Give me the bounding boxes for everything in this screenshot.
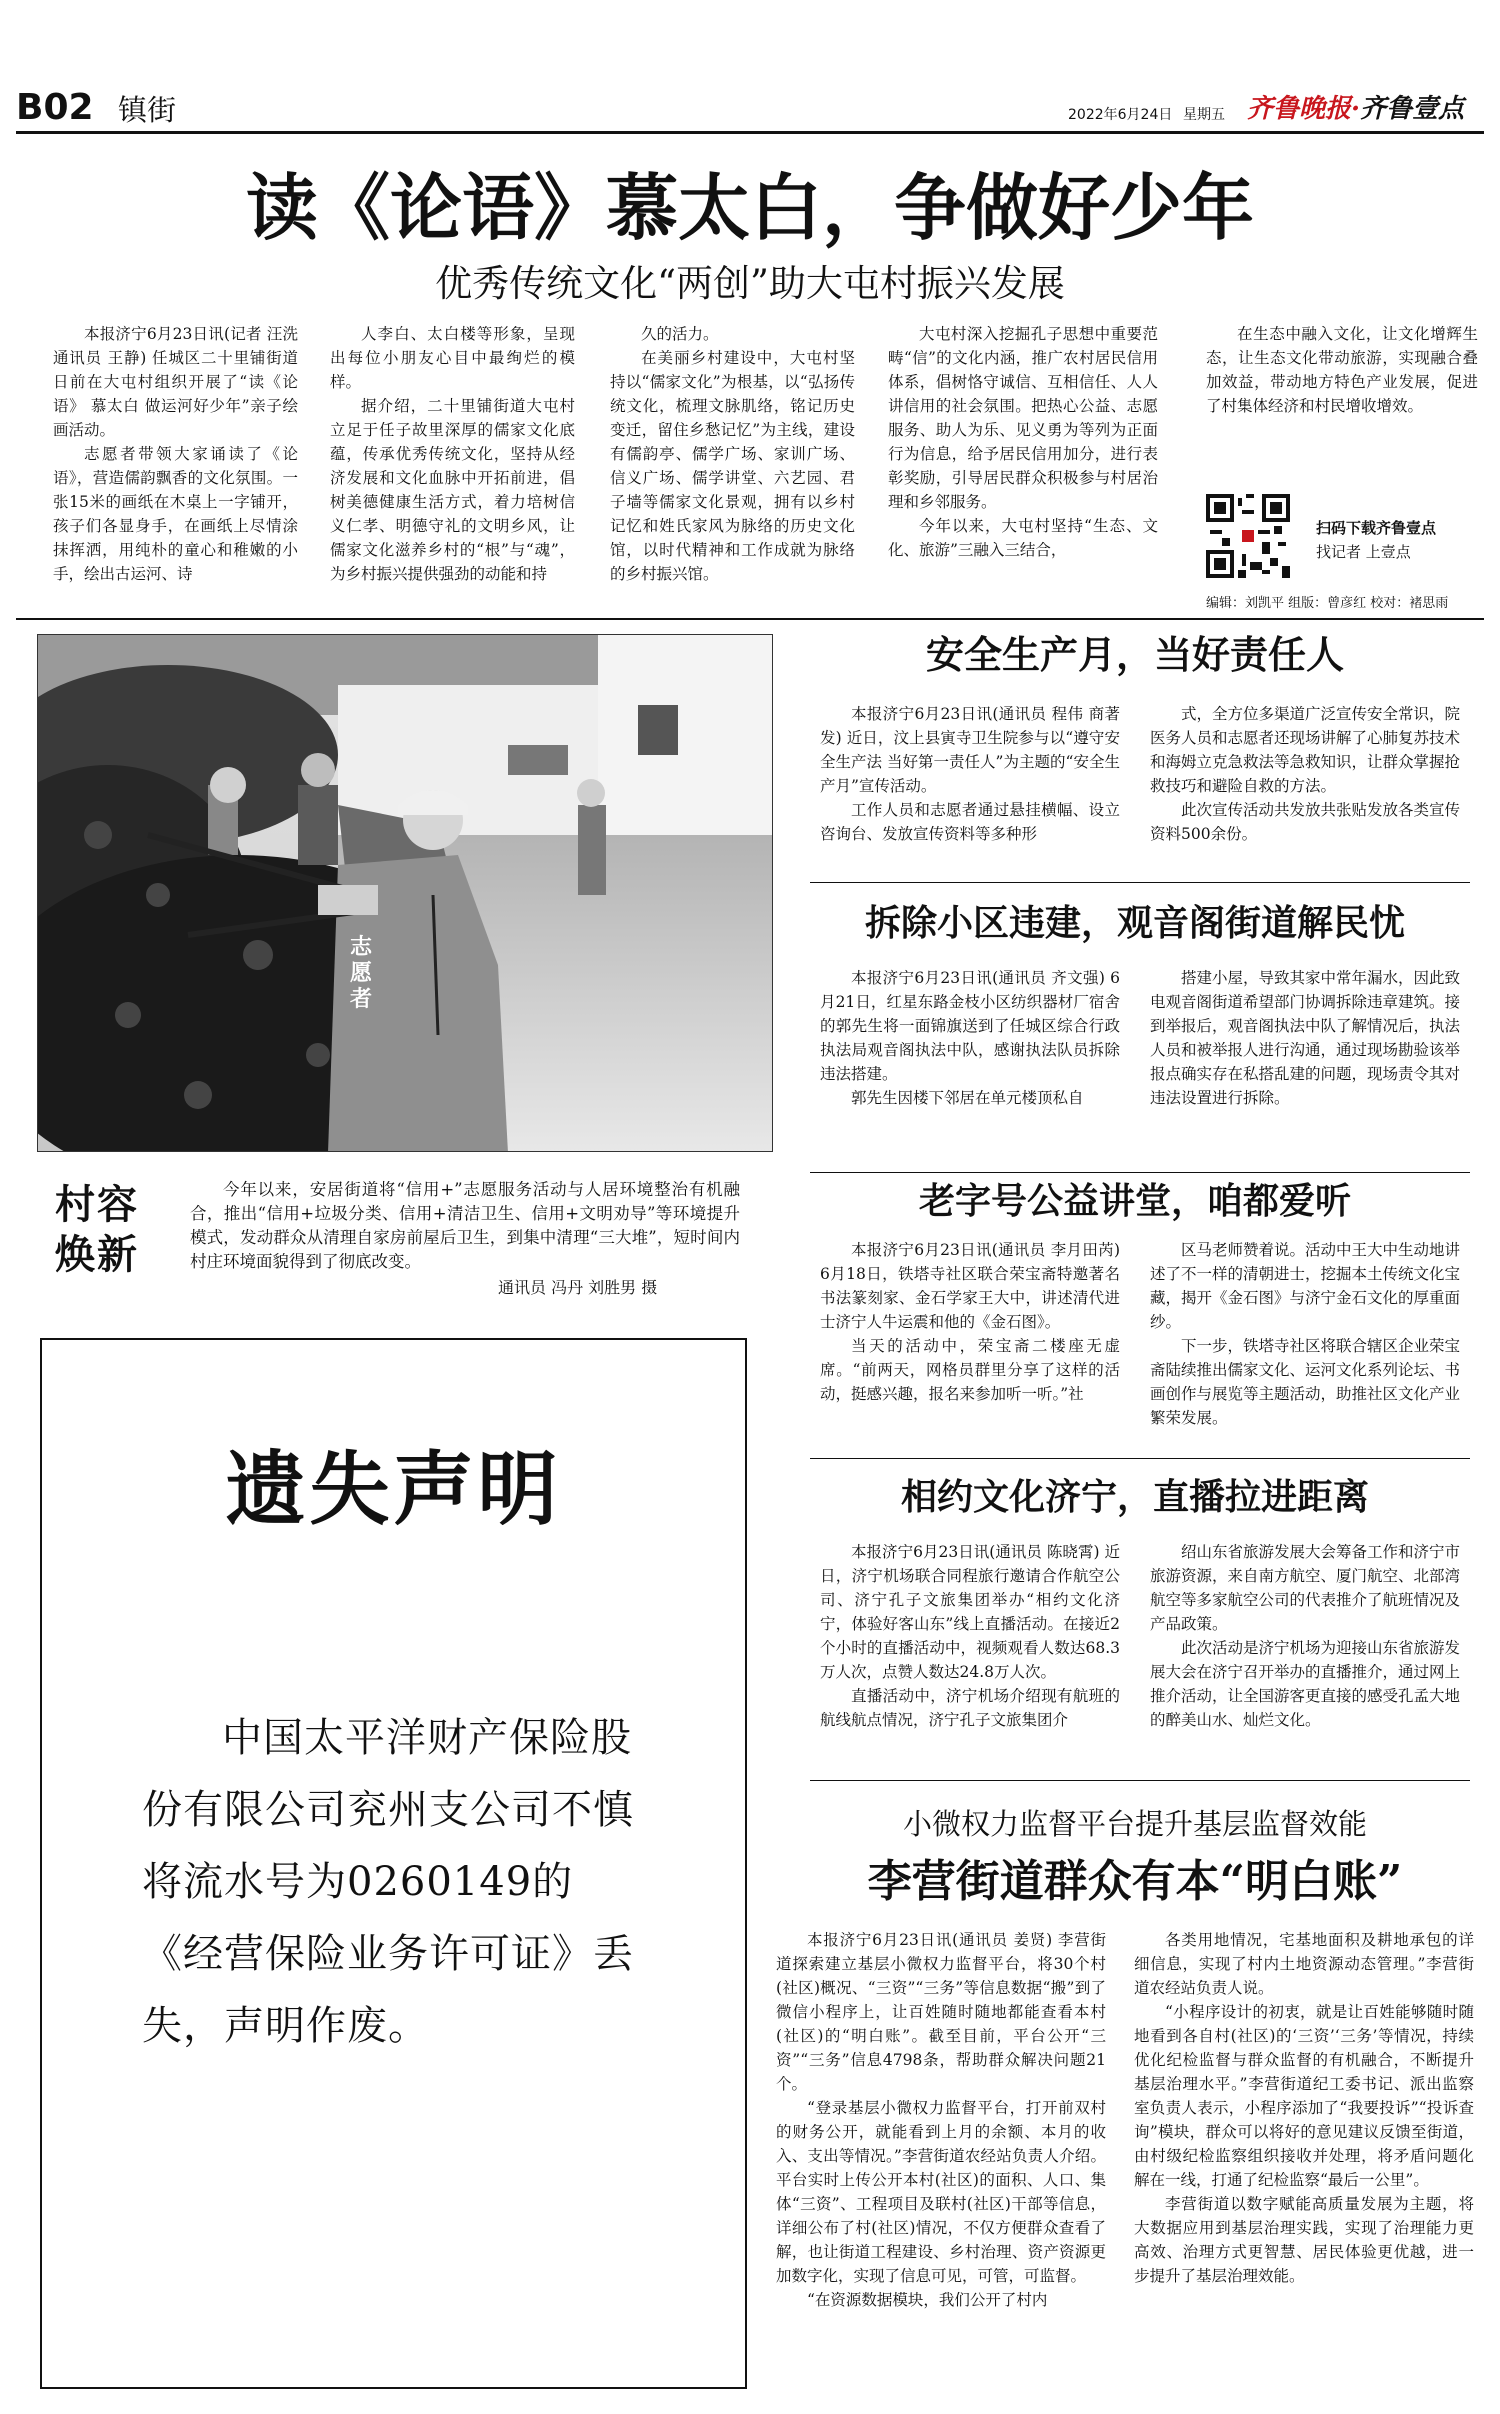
lost-notice-box <box>40 1338 747 2389</box>
paragraph: 李营街道以数字赋能高质量发展为主题，将大数据应用到基层治理实践，实现了治理能力更高效、治理方式更智慧、居民体验更优越，进一步提升了基层治理效能。 <box>1134 2195 1474 2285</box>
lead-subheadline: 优秀传统文化“两创”助大屯村振兴发展 <box>435 262 1065 305</box>
photo-caption-title: 村容焕新 <box>55 1181 139 1278</box>
article-4-col-1 <box>820 1540 1120 1772</box>
logo-red: 齐鲁晚报 <box>1247 94 1352 124</box>
article-5-col-1 <box>776 1928 1106 2404</box>
lead-headline: 读《论语》慕太白，争做好少年 <box>245 165 1254 250</box>
paragraph: 此次宣传活动共发放共张贴发放各类宣传资料500余份。 <box>1150 801 1460 843</box>
paragraph: 本报济宁6月23日讯(通讯员 齐文强) 6月21日，红星东路金枝小区纺织器材厂宿舍的郭先生将一面锦旗送到了任城区综合行政执法局观音阁执法中队，感谢执法队员拆除违法搭建。 <box>820 969 1120 1083</box>
section-name: 镇街 <box>118 93 177 127</box>
paragraph: 大屯村深入挖掘孔子思想中重要范畴“信”的文化内涵，推广农村居民信用体系，倡树恪守诚信、互相信任、人人讲信用的社会氛围。把热心公益、志愿服务、助人为乐、见义勇为等列为正面行为信息，给予居民信用加分，进行表彰奖励，引导居民群众积极参与村居治理和乡邻服务。 <box>888 325 1158 511</box>
qr-code-graphic <box>1206 494 1290 578</box>
article-3-title: 老字号公益讲堂，咱都爱听 <box>918 1180 1351 1222</box>
paragraph: 久的活力。 <box>641 325 719 343</box>
paragraph: 本报济宁6月23日讯(通讯员 程伟 商著发) 近日，汶上县寅寺卫生院参与以“遵守安全生产法 当好第一责任人”为主题的“安全生产月”宣传活动。 <box>820 705 1120 795</box>
paragraph: 志愿者带领大家诵读了《论语》，营造儒韵飘香的文化氛围。一张15米的画纸在木桌上一字铺开，孩子们各显身手，在画纸上尽情涂抹挥洒，用纯朴的童心和稚嫩的小手，绘出古运河、诗 <box>53 445 298 583</box>
qr-code[interactable] <box>1206 494 1290 578</box>
paragraph: 本报济宁6月23日讯(通讯员 李月田芮) 6月18日，铁塔寺社区联合荣宝斋特邀著名书法篆刻家、金石学家王大中，讲述清代进士济宁人牛运震和他的《金石图》。 <box>820 1241 1120 1331</box>
lead-col-1 <box>53 322 298 612</box>
photo-caption-text: 今年以来，安居街道将“信用+”志愿服务活动与人居环境整治有机融合，推出“信用+垃圾分类、信用+清洁卫生、信用+文明劝导”等环境提升模式，发动群众从清理自家房前屋后卫生，到集中清理“三大堆”，短时间内村庄环境面貌得到了彻底改变。 <box>190 1180 740 1271</box>
article-2-title: 拆除小区违建，观音阁街道解民忧 <box>864 902 1405 944</box>
paragraph: 各类用地情况，宅基地面积及耕地承包的详细信息，实现了村内土地资源动态管理。”李营街道农经站负责人说。 <box>1134 1931 1474 1997</box>
vest-text: 志愿者 <box>350 935 373 1012</box>
issue-weekday: 星期五 <box>1183 107 1225 123</box>
article-5-title: 李营街道群众有本“明白账” <box>867 1856 1403 1907</box>
issue-date: 2022年6月24日 <box>1068 107 1173 123</box>
paragraph: 此次活动是济宁机场为迎接山东省旅游发展大会在济宁召开举办的直播推介，通过网上推介活动，让全国游客更直接的感受孔孟大地的醉美山水、灿烂文化。 <box>1150 1639 1460 1729</box>
paragraph: 人李白、太白楼等形象，呈现出每位小朋友心目中最绚烂的模样。 <box>330 325 575 391</box>
paragraph: 郭先生因楼下邻居在单元楼顶私自 <box>851 1089 1084 1107</box>
lead-col-3 <box>610 322 855 612</box>
lead-col-5 <box>1206 322 1478 442</box>
paragraph: 据介绍，二十里铺街道大屯村立足于任子故里深厚的儒家文化底蕴，传承优秀传统文化，坚持从经济发展和文化血脉中开拓前进，倡树美德健康生活方式，着力培树信义仁孝、明德守礼的文明乡风，让儒家文化滋养乡村的“根”与“魂”，为乡村振兴提供强劲的动能和持 <box>330 397 575 583</box>
news-photo <box>37 634 773 1152</box>
lost-notice-title: 遗失声明 <box>225 1443 562 1536</box>
newspaper-logo <box>1247 92 1464 126</box>
paragraph: 直播活动中，济宁机场介绍现有航班的航线航点情况，济宁孔子文旅集团介 <box>820 1687 1120 1729</box>
logo-sep: · <box>1351 94 1361 124</box>
page-code: B02 <box>16 87 94 128</box>
paragraph: 本报济宁6月23日讯(记者 汪洗 通讯员 王静) 任城区二十里铺街道日前在大屯村组织开展了“读《论语》 慕太白 做运河好少年”亲子绘画活动。 <box>53 325 298 439</box>
paragraph: 工作人员和志愿者通过悬挂横幅、设立咨询台、发放宣传资料等多种形 <box>820 801 1120 843</box>
paragraph: 本报济宁6月23日讯(通讯员 陈晓霄) 近日，济宁机场联合同程旅行邀请合作航空公司、济宁孔子文旅集团举办“相约文化济宁，体验好客山东”线上直播活动。在接近2个小时的直播活动中，视频观看人数达68.3万人次，点赞人数达24.8万人次。 <box>820 1543 1120 1681</box>
paragraph: “小程序设计的初衷，就是让百姓能够随时随地看到各自村(社区)的‘三资’‘三务’等情况，持续优化纪检监督与群众监督的有机融合，不断提升基层治理水平。”李营街道纪工委书记、派出监察室负责人表示，小程序添加了“我要投诉”“投诉查询”模块，群众可以将好的意见建议反馈至街道，由村级纪检监察组织接收并处理，将矛盾问题化解在一线，打通了纪检监察“最后一公里”。 <box>1134 2003 1474 2189</box>
article-1-col-1 <box>820 702 1120 872</box>
paragraph: 搭建小屋，导致其家中常年漏水，因此致电观音阁街道希望部门协调拆除违章建筑。接到举报后，观音阁执法中队了解情况后，执法人员和被举报人进行沟通，通过现场勘验该举报点确实存在私搭乱建的问题，现场责令其对违法设置进行拆除。 <box>1150 969 1460 1107</box>
article-2-col-2 <box>1150 966 1460 1166</box>
lead-bottom-rule <box>16 618 1484 620</box>
article-2-rule <box>810 1172 1470 1173</box>
paragraph: “在资源数据模块，我们公开了村内 <box>807 2291 1048 2309</box>
logo-black: 齐鲁壹点 <box>1360 94 1465 124</box>
article-3-col-1 <box>820 1238 1120 1448</box>
article-5-col-2 <box>1134 1928 1474 2404</box>
editor-credits: 编辑：刘凯平 组版：曾彦红 校对：褚思雨 <box>1206 596 1449 611</box>
qr-caption-download: 扫码下载齐鲁壹点 <box>1316 519 1437 537</box>
paragraph: 今年以来，大屯村坚持“生态、文化、旅游”三融入三结合， <box>888 517 1158 559</box>
photo-volunteers-pruning <box>38 635 773 1152</box>
photo-credit: 通讯员 冯丹 刘胜男 摄 <box>498 1278 658 1297</box>
lead-col-4 <box>888 322 1158 612</box>
paragraph: 区马老师赞着说。活动中王大中生动地讲述了不一样的清朝进士，挖掘本土传统文化宝藏，揭开《金石图》与济宁金石文化的厚重面纱。 <box>1150 1241 1460 1331</box>
paragraph: 绍山东省旅游发展大会筹备工作和济宁市旅游资源，来自南方航空、厦门航空、北部湾航空等多家航空公司的代表推介了航班情况及产品政策。 <box>1150 1543 1460 1633</box>
qr-caption-reporter: 找记者 上壹点 <box>1316 543 1411 561</box>
paragraph: 式，全方位多渠道广泛宣传安全常识，院医务人员和志愿者还现场讲解了心肺复苏技术和海姆立克急救法等急救知识，让群众掌握抢救技巧和避险自救的方法。 <box>1150 705 1460 795</box>
paragraph: 在生态中融入文化，让文化增辉生态，让生态文化带动旅游，实现融合叠加效益，带动地方特色产业发展，促进了村集体经济和村民增收增效。 <box>1206 325 1478 415</box>
article-2-col-1 <box>820 966 1120 1166</box>
masthead-rule <box>16 131 1484 134</box>
lost-notice-body: 中国太平洋财产保险股份有限公司兖州支公司不慎将流水号为0260149的《经营保险业务许可证》丢失，声明作废。 <box>142 1715 634 2049</box>
paragraph: 当天的活动中，荣宝斋二楼座无虚席。“前两天，网格员群里分享了这样的活动，挺感兴趣，报名来参加听一听。”社 <box>820 1337 1120 1403</box>
article-3-rule <box>810 1458 1470 1459</box>
paragraph: “登录基层小微权力监督平台，打开前双村的财务公开，就能看到上月的余额、本月的收入、支出等情况。”李营街道农经站负责人介绍。平台实时上传公开本村(社区)的面积、人口、集体“三资”、工程项目及联村(社区)干部等信息，详细公布了村(社区)情况，不仅方便群众查看了解，也让街道工程建设、乡村治理、资产资源更加数字化，实现了信息可见，可管，可监督。 <box>776 2099 1106 2285</box>
article-1-rule <box>810 882 1470 883</box>
article-3-col-2 <box>1150 1238 1460 1448</box>
article-4-col-2 <box>1150 1540 1460 1772</box>
lead-col-2 <box>330 322 575 612</box>
article-1-col-2 <box>1150 702 1460 872</box>
article-4-rule <box>810 1780 1470 1781</box>
paragraph: 下一步，铁塔寺社区将联合辖区企业荣宝斋陆续推出儒家文化、运河文化系列论坛、书画创作与展览等主题活动，助推社区文化产业繁荣发展。 <box>1150 1337 1460 1427</box>
paragraph: 本报济宁6月23日讯(通讯员 姜贤) 李营街道探索建立基层小微权力监督平台，将30个村(社区)概况、“三资”“三务”等信息数据“搬”到了微信小程序上，让百姓随时随地都能查看本村(社区)的“明白账”。截至目前，平台公开“三资”“三务”信息4798条，帮助群众解决问题21个。 <box>776 1931 1106 2093</box>
article-1-title: 安全生产月，当好责任人 <box>925 632 1344 677</box>
article-4-title: 相约文化济宁，直播拉进距离 <box>900 1476 1369 1518</box>
paragraph: 在美丽乡村建设中，大屯村坚持以“儒家文化”为根基，以“弘扬传统文化，梳理文脉肌络，铭记历史变迁，留住乡愁记忆”为主线，建设有儒韵亭、儒学广场、家训广场、信义广场、儒学讲堂、六艺园、君子墙等儒家文化景观，拥有以乡村记忆和姓氏家风为脉络的历史文化馆，以时代精神和工作成就为脉络的乡村振兴馆。 <box>610 349 855 583</box>
article-5-kicker: 小微权力监督平台提升基层监督效能 <box>902 1807 1367 1841</box>
